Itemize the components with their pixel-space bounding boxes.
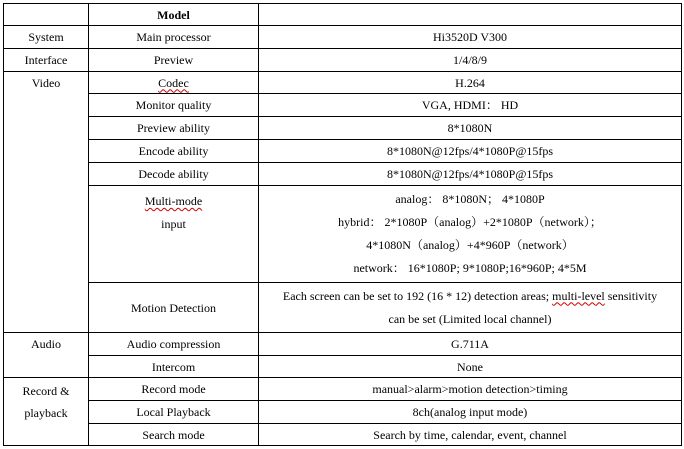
motion-detection-line1-a: Each screen can be set to 192 (16 * 12) detection areas; [282, 288, 550, 303]
header-category-cell [4, 4, 89, 26]
motion-detection-line2: can be set (Limited local channel) [388, 311, 552, 326]
value-motion-detection [259, 283, 682, 333]
search-mode-row [4, 424, 682, 446]
video-multi-mode-row [4, 186, 682, 283]
value-multi-mode-input [259, 186, 682, 283]
header-value-cell [259, 4, 682, 26]
video-motion-detection-row [4, 283, 682, 333]
spec-table [3, 3, 682, 446]
feature-monitor-quality: Monitor quality [89, 94, 259, 117]
video-decode-ability-row [4, 163, 682, 186]
category-system: System [4, 26, 89, 49]
header-row [4, 4, 682, 26]
system-row [4, 26, 682, 49]
record-mode-row [4, 378, 682, 401]
feature-codec-label: Codec [158, 75, 189, 90]
feature-record-mode: Record mode [89, 378, 259, 401]
value-codec: H.264 [259, 72, 682, 94]
value-main-processor: Hi3520D V300 [259, 26, 682, 49]
video-encode-ability-row [4, 140, 682, 163]
feature-codec [89, 72, 259, 94]
multi-mode-hybrid-line: hybrid： 2*1080P（analog）+2*1080P（network）； [338, 215, 602, 229]
value-record-mode: manual>alarm>motion detection>timing [259, 378, 682, 401]
video-monitor-quality-row [4, 94, 682, 117]
motion-detection-line1-c: sensitivity [604, 288, 658, 303]
feature-intercom: Intercom [89, 356, 259, 378]
category-interface: Interface [4, 49, 89, 72]
value-intercom: None [259, 356, 682, 378]
video-preview-ability-row [4, 117, 682, 140]
feature-multi-mode-input [89, 186, 259, 283]
feature-multi-mode-label: Multi-mode [144, 194, 203, 208]
value-decode-ability: 8*1080N@12fps/4*1080P@15fps [259, 163, 682, 186]
value-monitor-quality: VGA, HDMI： HD [259, 94, 682, 117]
feature-audio-compression: Audio compression [89, 333, 259, 356]
feature-motion-detection: Motion Detection [89, 283, 259, 333]
multi-mode-network-line: network： 16*1080P; 9*1080P;16*960P; 4*5M [353, 261, 587, 275]
feature-search-mode: Search mode [89, 424, 259, 446]
value-audio-compression: G.711A [259, 333, 682, 356]
category-audio: Audio [4, 333, 89, 378]
category-record-line2: playback [24, 406, 68, 420]
audio-compression-row [4, 333, 682, 356]
value-encode-ability: 8*1080N@12fps/4*1080P@15fps [259, 140, 682, 163]
category-record-playback [4, 378, 89, 446]
feature-main-processor: Main processor [89, 26, 259, 49]
value-search-mode: Search by time, calendar, event, channel [259, 424, 682, 446]
category-record-line1: Record & [22, 384, 70, 398]
local-playback-row [4, 401, 682, 424]
motion-detection-line1-b: multi-level [552, 288, 605, 303]
interface-row [4, 49, 682, 72]
multi-mode-analog-line: analog： 8*1080N； 4*1080P [395, 192, 545, 206]
feature-encode-ability: Encode ability [89, 140, 259, 163]
feature-input-label: input [161, 217, 186, 231]
value-preview: 1/4/8/9 [259, 49, 682, 72]
audio-intercom-row [4, 356, 682, 378]
feature-decode-ability: Decode ability [89, 163, 259, 186]
feature-preview: Preview [89, 49, 259, 72]
feature-local-playback: Local Playback [89, 401, 259, 424]
category-video: Video [4, 72, 89, 333]
multi-mode-hybrid-line-2: 4*1080N（analog）+4*960P（network） [366, 238, 574, 252]
feature-preview-ability: Preview ability [89, 117, 259, 140]
value-local-playback: 8ch(analog input mode) [259, 401, 682, 424]
header-model-cell: Model [89, 4, 259, 26]
video-codec-row [4, 72, 682, 94]
value-preview-ability: 8*1080N [259, 117, 682, 140]
